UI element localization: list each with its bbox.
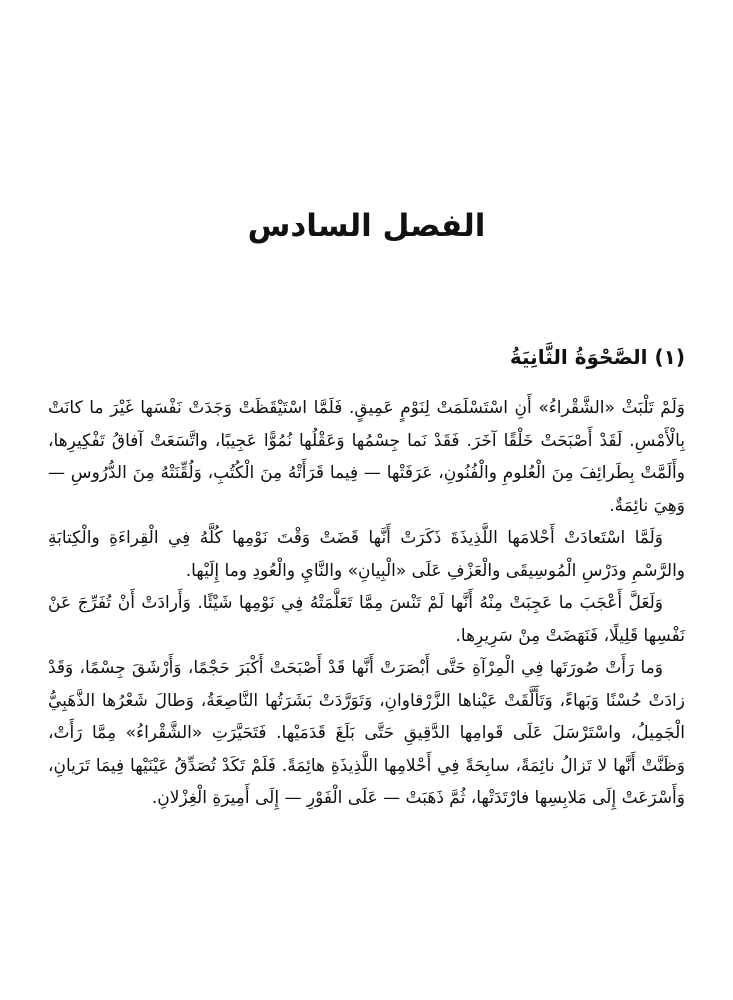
chapter-title: الفصل السادس <box>247 208 486 244</box>
paragraph-1: وَلَمْ تَلْبَثْ «الشَّقْراءُ» أَنِ اسْتَسْلَمَتْ لِنَوْمٍ عَمِيقٍ. فَلَمَّا اسْتَيْقَظَتْ وَجَدَتْ نَفْسَها غَيْرَ ما كانَتْ بِالْأَمْسِ. لَقَدْ أَصْبَحَتْ خَلْقًا آخَرَ. فَقَدْ نَما جِسْمُها وَعَقْلُها نُمُوًّا عَجِيبًا، واتَّسَعَتْ آفاقُ تَفْكِيرِها، وأَلَمَّتْ بِطَرائِفَ مِنَ الْعُلومِ والْفُنُونِ، عَرَفَتْها — فِيما قَرَأَتْهُ مِنَ الْكُتُبِ، وَلُقِّنَتْهُ مِنَ الدُّرُوسِ — وَهِيَ نائِمَةٌ. <box>48 398 685 516</box>
section-heading: (١) الصَّحْوَةُ الثَّانِيَةُ <box>509 345 685 369</box>
paragraph-3: وَلَعَلَّ أَعْجَبَ ما عَجِبَتْ مِنْهُ أَنَّها لَمْ تَنْسَ مِمَّا تَعَلَّمَتْهُ فِي نَوْمِها شَيْئًا. وَأَرادَتْ أَنْ تُفَرِّجَ عَنْ نَفْسِها قَلِيلًا، فَنَهَضَتْ مِنْ سَرِيرِها. <box>48 593 685 646</box>
paragraph-2: وَلَمَّا اسْتَعادَتْ أَحْلامَها اللَّذِيذَةَ ذَكَرَتْ أَنَّها قَضَتْ وَقْتَ نَوْمِها كُلَّهُ فِي الْقِراءَةِ والْكِتابَةِ والرَّسْمِ ودَرْسِ الْمُوسِيقَى والْعَزْفِ عَلَى «الْبِيانِ» والنَّايِ والْعُودِ وما إِلَيْها. <box>48 528 685 581</box>
body-text <box>48 392 685 815</box>
paragraph-4: وَما رَأَتْ صُورَتَها فِي الْمِرْآةِ حَتَّى أَبْصَرَتْ أَنَّها قَدْ أَصْبَحَتْ أَكْبَرَ حَجْمًا، وَأَرْشَقَ جِسْمًا، وَقَدْ زادَتْ حُسْنًا وَبَهاءً، وَتَأَلَّقَتْ عَيْناها الزَّرْقاوانِ، وَتَوَرَّدَتْ بَشَرَتُها النَّاصِعَةُ، وَطالَ شَعْرُها الذَّهَبِيُّ الْجَمِيلُ، واسْتَرْسَلَ عَلَى قَوامِها الدَّقِيقِ حَتَّى بَلَغَ قَدَمَيْها. فَتَحَيَّرَتِ «الشَّقْراءُ» مِمَّا رَأَتْ، وَظَنَّتْ أَنَّها لا تَزالُ نائِمَةً، سابِحَةً فِي أَحْلامِها اللَّذِيذَةِ هائِمَةً. فَلَمْ تَكَدْ تُصَدِّقُ عَيْنَيْها فِيمَا تَرَيانِ، وَأَسْرَعَتْ إِلَى مَلابِسِها فارْتَدَتْها، ثُمَّ ذَهَبَتْ — عَلَى الْفَوْرِ — إِلَى أَمِيرَةِ الْغِزْلانِ. <box>48 658 685 808</box>
